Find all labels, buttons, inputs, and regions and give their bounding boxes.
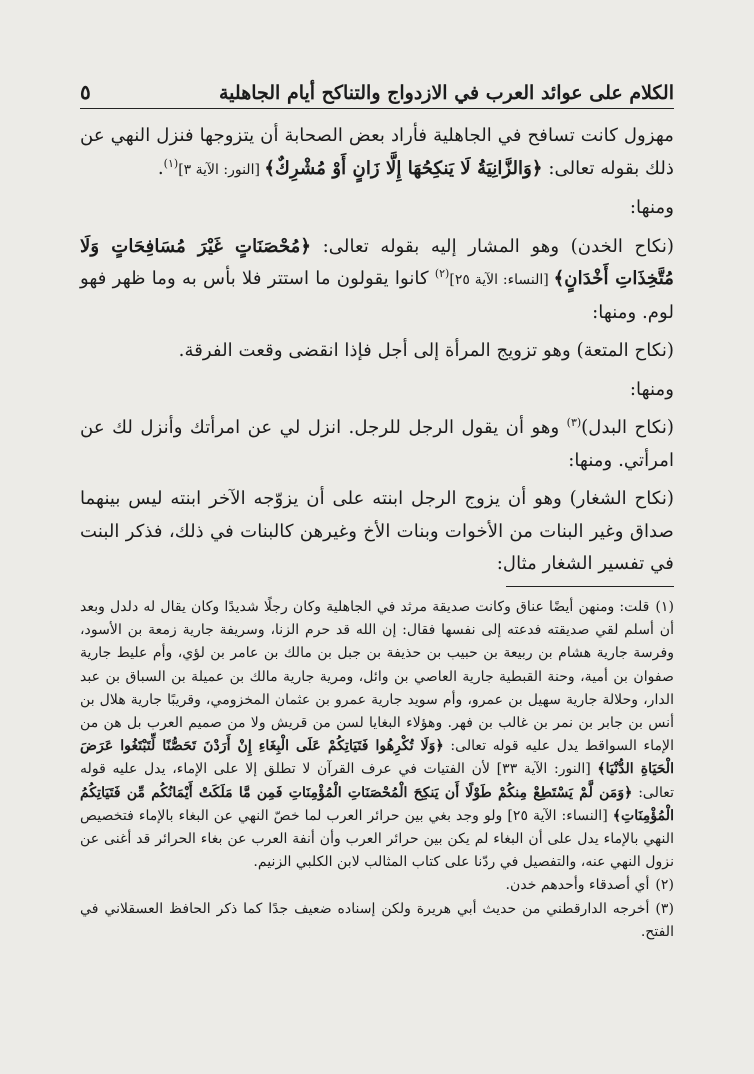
footnote-1-verse-2: ﴿وَمَن لَّمْ يَسْتَطِعْ مِنكُمْ طَوْلًا أَن يَنكِحَ الْمُحْصَنَاتِ الْمُؤْمِنَاتِ فَمِن مَّا مَلَكَتْ أَيْمَانُكُم مِّن فَتَيَاتِكُمُ الْمُؤْمِنَاتِ﴾ (80, 784, 674, 824)
running-title: الكلام على عوائد العرب في الازدواج والتناكح أيام الجاهلية (218, 82, 674, 104)
p1-text: مهزول كانت تسافح في الجاهلية فأراد بعض الصحابة أن يتزوجها فنزل النهي عن ذلك بقوله تعالى: (80, 125, 674, 179)
paragraph-7: (نكاح الشغار) وهو أن يزوج الرجل ابنته على أن يزوّجه الآخر ابنته ليس بينهما صداق وغير البنات من الأخوات وبنات الأخ وغيرهن كالبنات في ذلك، فذكر البنت في تفسير الشغار مثال: (80, 488, 674, 574)
footnote-1-verse-1: ﴿وَلَا تُكْرِهُوا فَتَيَاتِكُمْ عَلَى الْبِغَاءِ إِنْ أَرَدْنَ تَحَصُّنًا لِّتَبْتَغُوا عَرَضَ الْحَيَاةِ الدُّنْيَا﴾ (80, 738, 675, 778)
paragraph-4: (نكاح المتعة) وهو تزويج المرأة إلى أجل فإذا انقضى وقعت الفرقة. (178, 340, 674, 361)
paragraph-5: ومنها: (629, 378, 674, 400)
paragraph-2: ومنها: (629, 197, 674, 218)
verse-ref-2: [النساء: الآية ٢٥] (449, 272, 554, 288)
footnote-1-ref-2: [النساء: الآية ٢٥] (507, 807, 613, 824)
footnote-1 (80, 596, 674, 874)
footnote-2 (80, 874, 674, 897)
p1-end: . (157, 157, 164, 179)
page-number: ٥ (80, 80, 91, 104)
page-header (80, 78, 674, 104)
quran-verse-1: ﴿وَالزَّانِيَةُ لَا يَنكِحُهَا إِلَّا زَانٍ أَوْ مُشْرِكٌ﴾ (264, 157, 543, 179)
footnote-3 (80, 898, 674, 944)
p6-text: (نكاح البدل) (581, 417, 674, 438)
footnote-2-number: (٢) (655, 877, 674, 894)
footnote-marker-1: (١) (163, 156, 179, 170)
footnote-1-text-c: ولو وجد بغي بين حرائر العرب لما خصّ النهي عن البغاء بالإماء فتخصيص النهي بالإماء يدل على أن البغاء لم يكن بين حرائر العرب وأن أنفة العرب عن بغاء الحرائر قد أغنى عن نزول النهي عنه، والتفصيل في ردّنا على كتاب المثالب لابن الكلبي الزنيم. (80, 807, 674, 871)
p3-text: (نكاح الخدن) وهو المشار إليه بقوله تعالى: (311, 235, 674, 257)
main-text (80, 120, 674, 587)
verse-ref-1: [النور: الآية ٣] (178, 161, 265, 178)
footnote-1-ref-1: [النور: الآية ٣٣] (496, 761, 598, 778)
quran-verse-2: ﴿مُحْصَنَاتٍ غَيْرَ مُسَافِحَاتٍ وَلَا مُتَّخِذَاتِ أَخْدَانٍ﴾ (80, 235, 674, 289)
footnote-marker-2: (٢) (434, 266, 450, 280)
footnote-rule (506, 586, 674, 587)
paragraph-1 (80, 120, 674, 186)
p6-end: وهو أن يقول الرجل للرجل. انزل لي عن امرأتك وأنزل لك عن امرأتي. ومنها: (80, 417, 674, 471)
p3-end: كانوا يقولون ما استتر فلا بأس به وما ظهر فهو لوم. ومنها: (80, 268, 674, 323)
footnote-3-text: أخرجه الدارقطني من حديث أبي هريرة ولكن إسناده ضعيف جدًا كما ذكر الحافظ العسقلاني في الفتح. (80, 900, 674, 940)
footnote-1-text-b: لأن الفتيات في عرف القرآن لا تطلق إلا على الإماء، يدل عليه قوله تعالى: (80, 761, 674, 801)
header-rule (80, 108, 674, 109)
paragraph-6 (80, 412, 674, 477)
footnote-2-text: أي أصدقاء وأحدهم خدن. (505, 877, 650, 894)
footnote-marker-3: (٣) (566, 415, 582, 429)
footnote-1-text-a: قلت: ومنهن أيضًا عناق وكانت صديقة مرثد في الجاهلية وكان رجلًا شديدًا وكان يقال له دلدل وبعد أن أسلم لقي صديقته فدعته إلى نفسها فقال: إن الله قد حرم الزنا، وسريفة جارية زمعة بن الأسود، وفرسة جارية هشام بن ربيعة بن حبيب بن حذيفة بن جبل بن مالك بن عامر بن لؤي، وأم عليط جارية صفوان بن أمية، وحنة القبطية جارية العاصي بن وائل، ومرية جارية مالك بن عميلة بن السباق بن عبد الدار، وحلالة جارية سهيل بن عمرو، وأم سويد جارية عمرو بن عثمان المخزومي، وقريبًا جارية هلال بن أنس بن جابر بن نمر بن غالب بن فهر. وهؤلاء البغايا لسن من قريش ولا من صميم العرب بل هن من الإماء السواقط يدل عليه قوله تعالى: (80, 599, 674, 755)
footnotes (80, 596, 674, 944)
paragraph-3 (80, 231, 674, 330)
footnote-1-number: (١) (655, 599, 674, 615)
footnote-3-number: (٣) (655, 900, 674, 917)
